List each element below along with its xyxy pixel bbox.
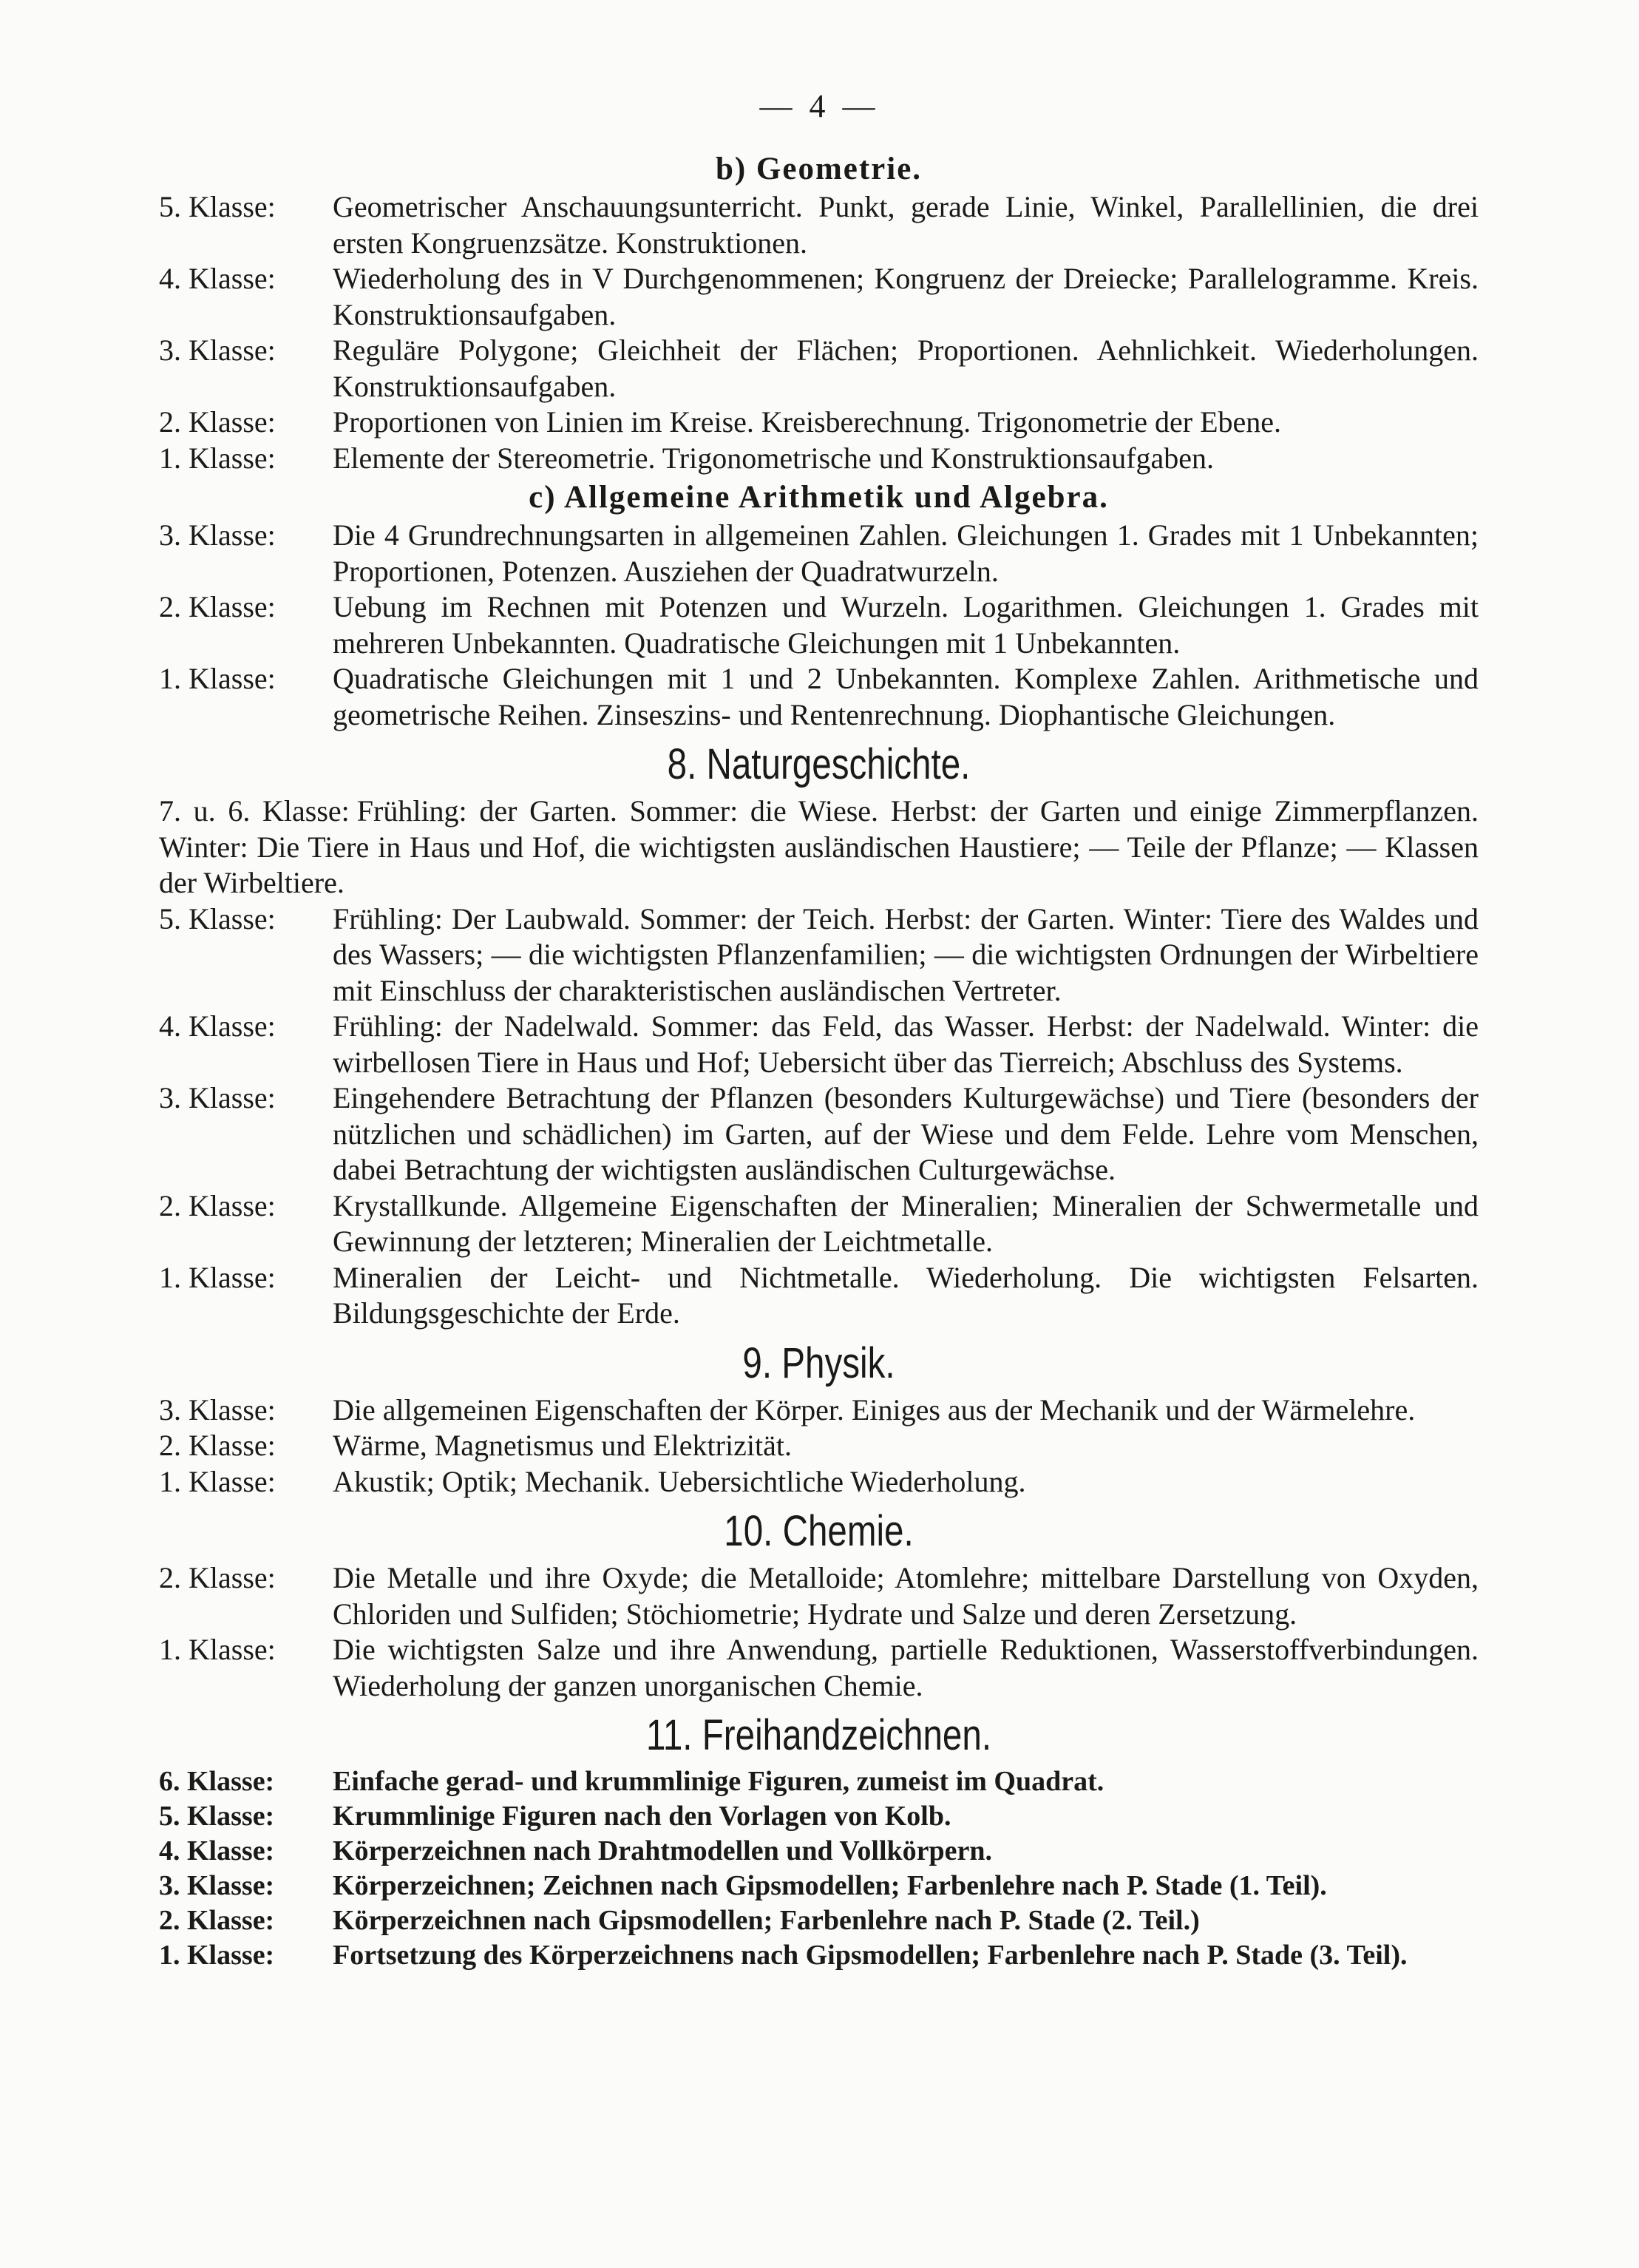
klasse-label: 4. Klasse: — [159, 1835, 275, 1866]
entry-text: Eingehendere Betrachtung der Pflanzen (besonders Kulturgewächse) und Tiere (besonders der nützlichen und schädlichen) im Garten, auf der Wiese und dem Felde. Lehre vom Menschen, dabei Betrachtung der wichtigsten ausländischen Culturgewächse. — [333, 1081, 1479, 1186]
entry-text: Frühling: der Garten. Sommer: die Wiese. Herbst: der Garten und einige Zimmerpflanzen. Winter: Die Tiere in Haus und Hof, die wichtigsten ausländischen Haustiere; — Teile der Pflanze; — Klassen der Wirbeltiere. — [159, 794, 1479, 899]
physik-entry — [159, 1428, 1479, 1464]
klasse-label: 5. Klasse: — [159, 1801, 275, 1832]
freihandzeichnen-entry — [159, 1834, 1479, 1869]
entry-text: Wärme, Magnetismus und Elektrizität. — [333, 1429, 792, 1462]
section-title-physik: 9. Physik. — [742, 1338, 895, 1387]
entry-text: Fortsetzung des Körperzeichnens nach Gipsmodellen; Farbenlehre nach P. Stade (3. Teil). — [333, 1940, 1408, 1971]
page-content — [159, 148, 1479, 1973]
entry-text: Akustik; Optik; Mechanik. Uebersichtliche Wiederholung. — [333, 1464, 1026, 1498]
klasse-label: 1. Klasse: — [159, 1260, 276, 1294]
naturgeschichte-entry — [159, 793, 1479, 901]
klasse-label: 3. Klasse: — [159, 1392, 276, 1426]
naturgeschichte-entry — [159, 1188, 1479, 1260]
chemie-entry — [159, 1560, 1479, 1632]
entry-text: Körperzeichnen nach Gipsmodellen; Farbenlehre nach P. Stade (2. Teil.) — [333, 1905, 1200, 1936]
entry-text: Die wichtigsten Salze und ihre Anwendung, partielle Reduktionen, Wasserstoffverbindungen. Wiederholung der ganzen unorganischen Chemie. — [333, 1633, 1479, 1702]
entry-text: Einfache gerad- und krummlinige Figuren, zumeist im Quadrat. — [333, 1766, 1104, 1797]
geometrie-entry — [159, 261, 1479, 333]
section-title-naturgeschichte: 8. Naturgeschichte. — [667, 740, 971, 788]
arithmetik-entry — [159, 518, 1479, 589]
klasse-label: 3. Klasse: — [159, 1870, 275, 1901]
entry-text: Frühling: Der Laubwald. Sommer: der Teich. Herbst: der Garten. Winter: Tiere des Waldes und des Wassers; — die wichtigsten Pflanzenfamilien; — die wichtigsten Ordnungen der Wirbeltiere mit Einschluss der charakteristischen ausländischen Vertreter. — [333, 901, 1479, 1007]
section-title-arithmetik: c) Allgemeine Arithmetik und Algebra. — [529, 480, 1109, 515]
freihandzeichnen-entry — [159, 1938, 1479, 1973]
klasse-label: 3. Klasse: — [159, 334, 276, 367]
klasse-label: 2. Klasse: — [159, 1561, 276, 1594]
naturgeschichte-entry — [159, 1260, 1479, 1332]
physik-entry — [159, 1392, 1479, 1429]
klasse-label: 1. Klasse: — [159, 441, 276, 475]
geometrie-entry — [159, 189, 1479, 261]
klasse-label: 2. Klasse: — [159, 590, 276, 623]
page-number: — 4 — — [759, 88, 880, 124]
arithmetik-entry — [159, 589, 1479, 661]
chemie-entry — [159, 1632, 1479, 1704]
geometrie-entry — [159, 333, 1479, 404]
klasse-label: 5. Klasse: — [159, 190, 276, 223]
entry-text: Proportionen von Linien im Kreise. Kreisberechnung. Trigonometrie der Ebene. — [333, 405, 1282, 439]
entry-text: Krummlinige Figuren nach den Vorlagen von Kolb. — [333, 1801, 951, 1832]
klasse-label: 1. Klasse: — [159, 1464, 276, 1498]
entry-text: Frühling: der Nadelwald. Sommer: das Feld, das Wasser. Herbst: der Nadelwald. Winter: die wirbellosen Tiere in Haus und Hof; Uebersicht über das Tierreich; Abschluss des Systems. — [333, 1009, 1479, 1079]
klasse-label: 5. Klasse: — [159, 901, 276, 935]
klasse-label: 2. Klasse: — [159, 405, 276, 439]
klasse-label: 6. Klasse: — [159, 1766, 275, 1797]
klasse-label: 4. Klasse: — [159, 262, 276, 295]
klasse-label: 7. u. 6. Klasse: — [159, 794, 350, 827]
naturgeschichte-entry — [159, 1009, 1479, 1080]
geometrie-entry — [159, 441, 1479, 477]
naturgeschichte-entry — [159, 1080, 1479, 1188]
entry-text: Wiederholung des in V Durchgenommenen; Kongruenz der Dreiecke; Parallelogramme. Kreis. Konstruktionsaufgaben. — [333, 262, 1479, 331]
freihandzeichnen-entry — [159, 1764, 1479, 1799]
physik-entry — [159, 1464, 1479, 1500]
entry-text: Elemente der Stereometrie. Trigonometrische und Konstruktionsaufgaben. — [333, 441, 1214, 475]
klasse-label: 2. Klasse: — [159, 1905, 275, 1936]
naturgeschichte-entry — [159, 901, 1479, 1009]
klasse-label: 1. Klasse: — [159, 1940, 275, 1971]
entry-text: Geometrischer Anschauungsunterricht. Punkt, gerade Linie, Winkel, Parallellinien, die drei ersten Kongruenzsätze. Konstruktionen. — [333, 190, 1479, 260]
entry-text: Die 4 Grundrechnungsarten in allgemeinen Zahlen. Gleichungen 1. Grades mit 1 Unbekannten; Proportionen, Potenzen. Ausziehen der Quadratwurzeln. — [333, 518, 1479, 588]
freihandzeichnen-entry — [159, 1799, 1479, 1834]
section-title-chemie: 10. Chemie. — [724, 1507, 914, 1555]
entry-text: Uebung im Rechnen mit Potenzen und Wurzeln. Logarithmen. Gleichungen 1. Grades mit mehreren Unbekannten. Quadratische Gleichungen mit 1 Unbekannten. — [333, 590, 1479, 660]
geometrie-entry — [159, 404, 1479, 441]
entry-text: Die Metalle und ihre Oxyde; die Metalloide; Atomlehre; mittelbare Darstellung von Oxyden, Chloriden und Sulfiden; Stöchiometrie; Hydrate und Salze und deren Zersetzung. — [333, 1561, 1479, 1631]
entry-text: Reguläre Polygone; Gleichheit der Flächen; Proportionen. Aehnlichkeit. Wiederholungen. Konstruktionsaufgaben. — [333, 334, 1479, 403]
entry-text: Die allgemeinen Eigenschaften der Körper. Einiges aus der Mechanik und der Wärmelehre. — [333, 1392, 1416, 1426]
klasse-label: 2. Klasse: — [159, 1429, 276, 1462]
entry-text: Körperzeichnen nach Drahtmodellen und Vollkörpern. — [333, 1835, 992, 1866]
klasse-label: 1. Klasse: — [159, 1633, 276, 1666]
freihandzeichnen-entry — [159, 1869, 1479, 1903]
klasse-label: 4. Klasse: — [159, 1009, 276, 1043]
section-title-freihandzeichnen: 11. Freihandzeichnen. — [645, 1711, 992, 1759]
entry-text: Körperzeichnen; Zeichnen nach Gipsmodellen; Farbenlehre nach P. Stade (1. Teil). — [333, 1870, 1327, 1901]
klasse-label: 2. Klasse: — [159, 1188, 276, 1222]
arithmetik-entry — [159, 661, 1479, 733]
klasse-label: 1. Klasse: — [159, 662, 276, 695]
section-title-geometrie: b) Geometrie. — [715, 152, 923, 186]
entry-text: Mineralien der Leicht- und Nichtmetalle. Wiederholung. Die wichtigsten Felsarten. Bildungsgeschichte der Erde. — [333, 1260, 1479, 1330]
entry-text: Quadratische Gleichungen mit 1 und 2 Unbekannten. Komplexe Zahlen. Arithmetische und geometrische Reihen. Zinseszins- und Rentenrechnung. Diophantische Gleichungen. — [333, 662, 1479, 731]
klasse-label: 3. Klasse: — [159, 1081, 276, 1114]
entry-text: Krystallkunde. Allgemeine Eigenschaften der Mineralien; Mineralien der Schwermetalle und Gewinnung der letzteren; Mineralien der Leichtmetalle. — [333, 1188, 1479, 1258]
klasse-label: 3. Klasse: — [159, 518, 276, 552]
freihandzeichnen-entry — [159, 1903, 1479, 1938]
